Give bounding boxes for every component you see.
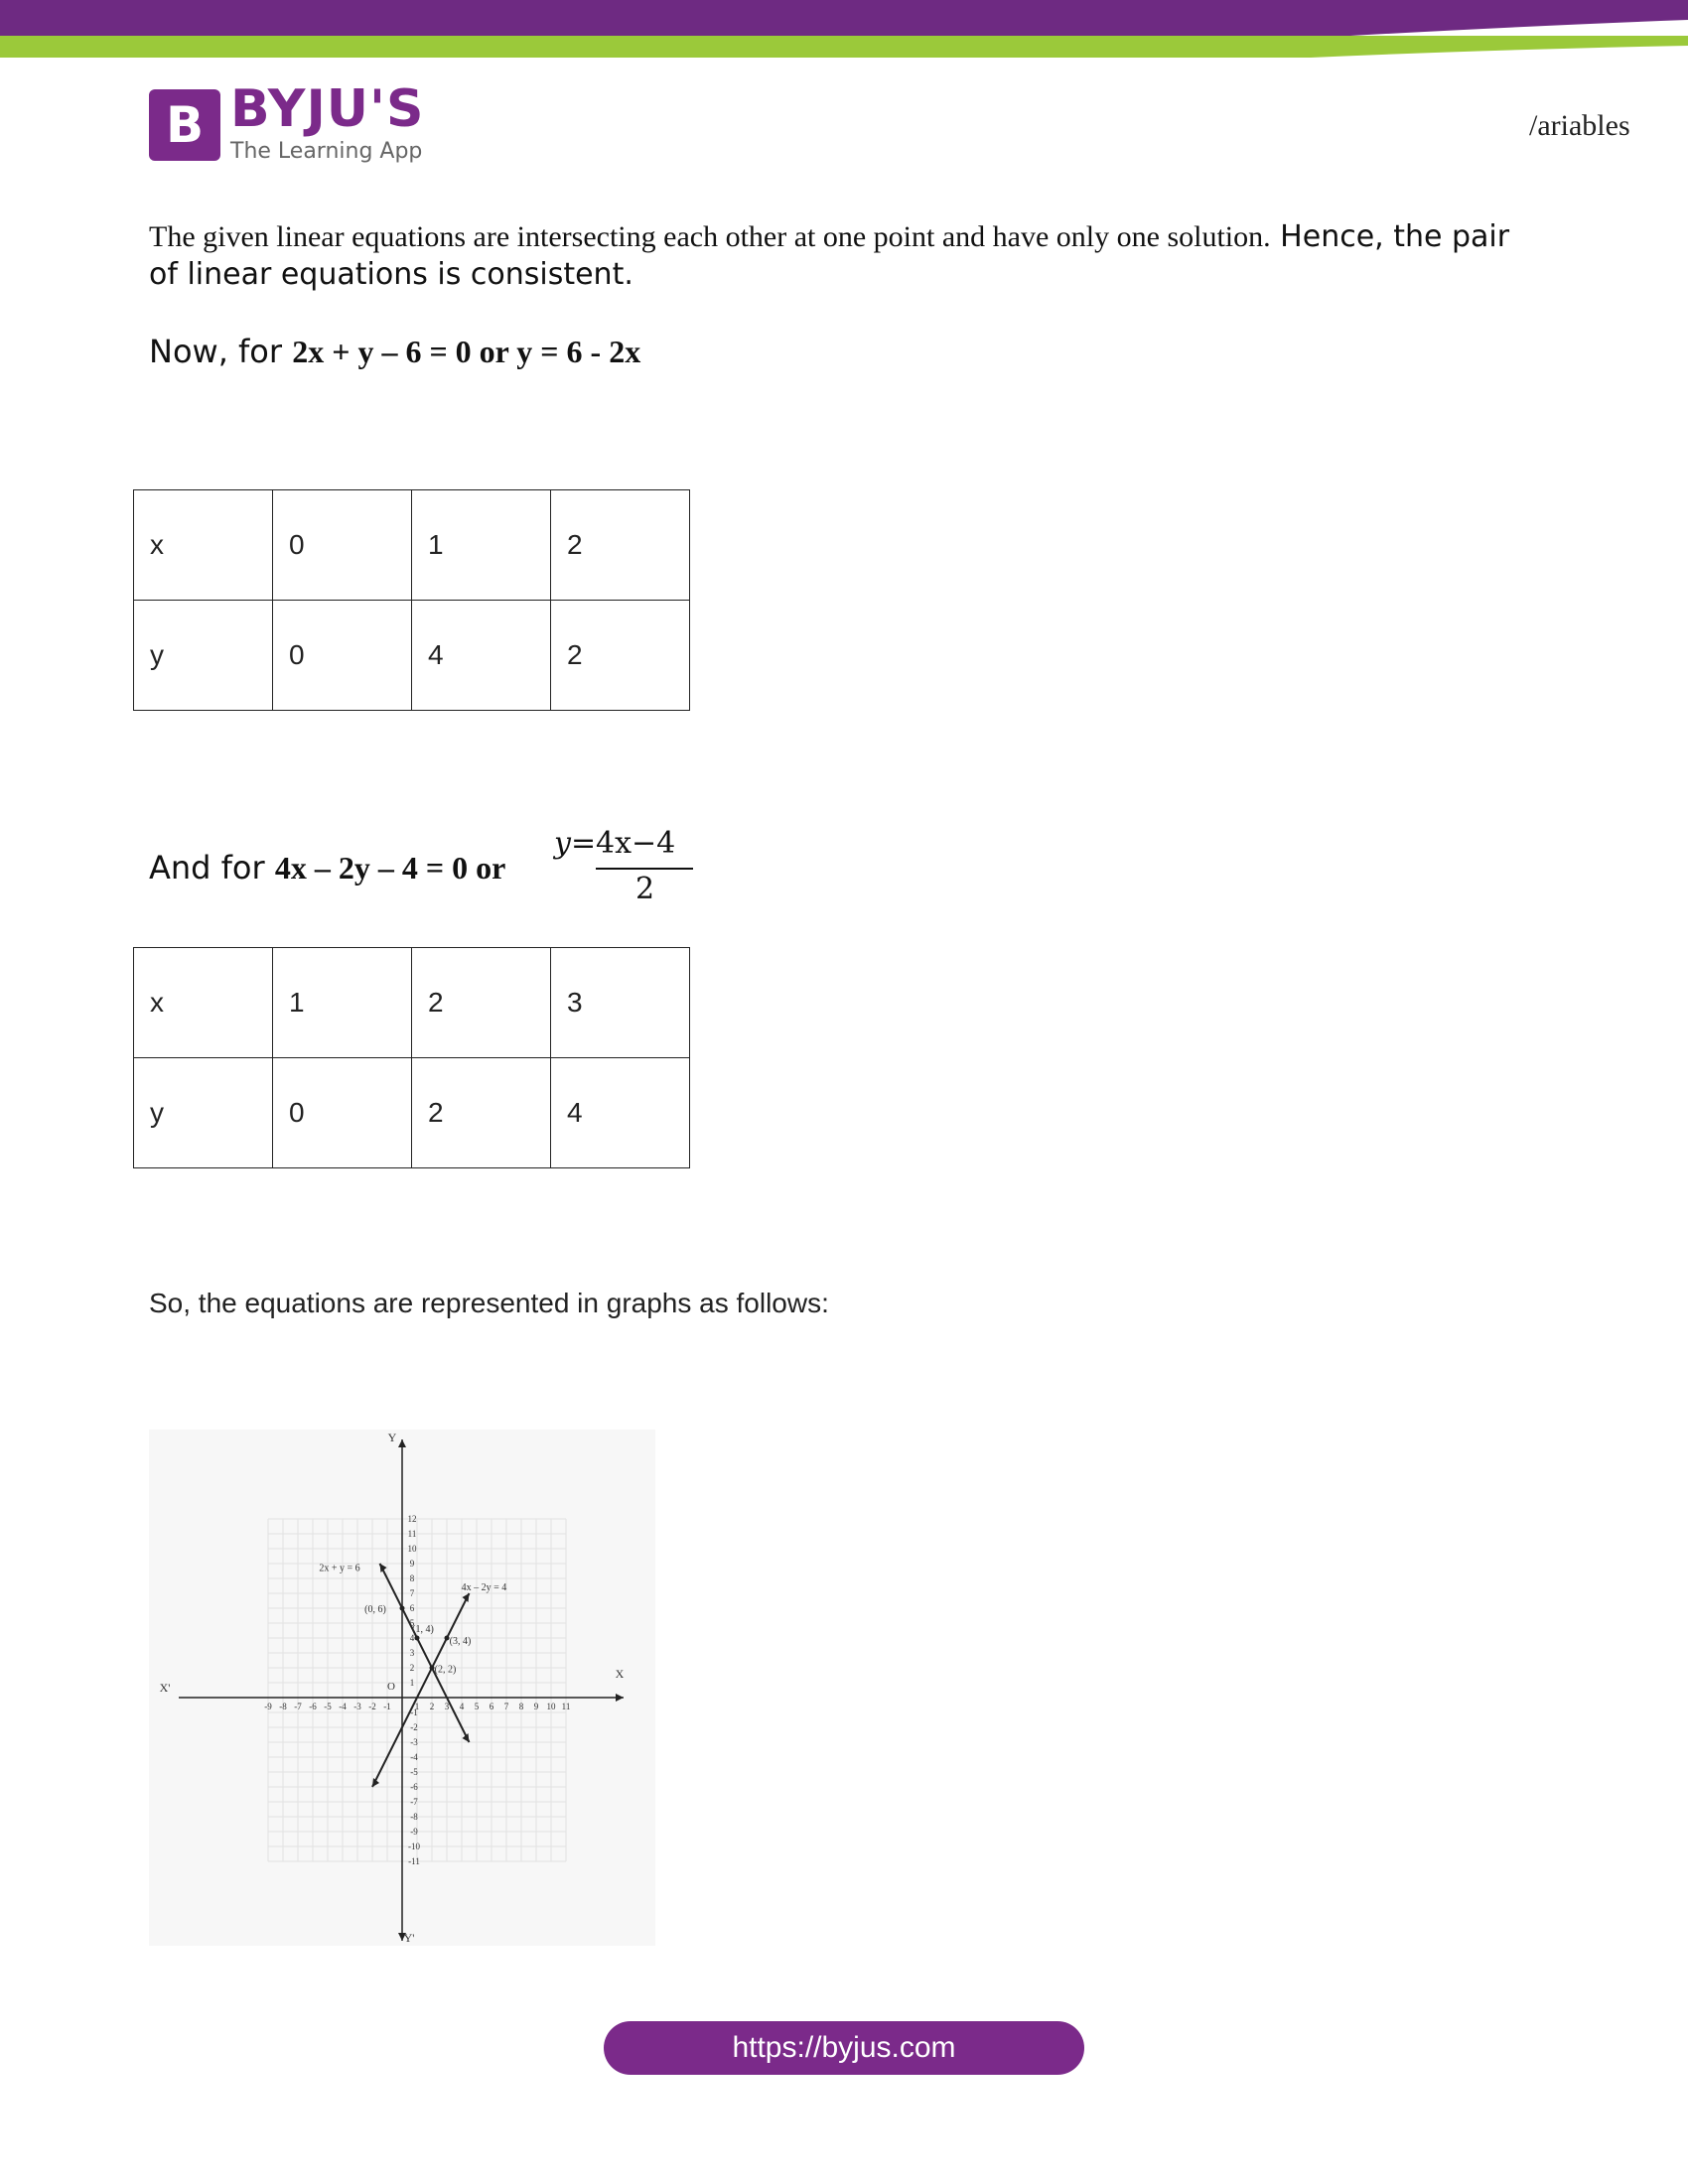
table-row — [134, 490, 690, 601]
footer-url-text[interactable]: https://byjus.com — [732, 2031, 956, 2064]
value-cell: 4 — [551, 1058, 690, 1168]
y-tick-label: 5 — [409, 1618, 415, 1628]
y-tick-label: 6 — [409, 1603, 415, 1613]
point-label-0-6: (0, 6) — [364, 1604, 386, 1615]
logo-letter: B — [165, 96, 205, 154]
plot-point — [415, 1636, 420, 1641]
y-axis-arrow — [398, 1439, 406, 1447]
values-table-1 — [133, 489, 690, 711]
header-chapter-title: /ariables — [1529, 109, 1630, 142]
y-tick-label: -8 — [410, 1812, 418, 1822]
consistency-paragraph — [149, 218, 1539, 294]
y-tick-label: 4 — [409, 1633, 415, 1643]
y-tick-label: 3 — [409, 1648, 415, 1658]
x-tick-label: -2 — [368, 1702, 376, 1711]
row-label-cell: x — [134, 948, 273, 1058]
values-table-2 — [133, 947, 690, 1168]
y-tick-label: -4 — [410, 1752, 418, 1762]
eq2-fraction-bar — [596, 868, 693, 870]
value-cell: 0 — [273, 1058, 412, 1168]
y-tick-label: 12 — [407, 1514, 417, 1524]
plot-point — [400, 1606, 405, 1611]
table-row — [134, 1058, 690, 1168]
x-tick-label: 6 — [489, 1702, 494, 1711]
x-tick-label: 9 — [533, 1702, 539, 1711]
value-cell: 1 — [273, 948, 412, 1058]
logo-tagline: The Learning App — [230, 139, 423, 164]
y-tick-label: 1 — [409, 1678, 415, 1688]
line2-label: 4x – 2y = 4 — [461, 1582, 507, 1593]
y-tick-label: 8 — [409, 1573, 415, 1583]
para-serif-part: The given linear equations are intersecting each other at one point and have only one solution. — [149, 220, 1271, 253]
point-label-3-4: (3, 4) — [449, 1636, 472, 1647]
x-tick-label: 8 — [518, 1702, 524, 1711]
y-tick-label: -5 — [410, 1767, 418, 1777]
x-tick-label: 4 — [459, 1702, 465, 1711]
graph-caption: So, the equations are represented in graphs as follows: — [149, 1288, 829, 1318]
eq2-prefix: And for — [149, 849, 275, 887]
x-tick-label: -8 — [279, 1702, 287, 1711]
x-tick-label: 10 — [546, 1702, 556, 1711]
x-tick-label: -5 — [324, 1702, 332, 1711]
x-tick-label: 1 — [414, 1702, 420, 1711]
x-tick-label: 5 — [474, 1702, 480, 1711]
y-tick-label: -6 — [410, 1782, 418, 1792]
row-label-cell: y — [134, 1058, 273, 1168]
para-sans-part: Hence, the pair of linear equations is consistent. — [149, 219, 1510, 292]
value-cell: 0 — [273, 490, 412, 601]
y-tick-label: -10 — [408, 1842, 420, 1851]
x-tick-label: 2 — [429, 1702, 435, 1711]
eq2-fraction-numerator: 4x−4 — [596, 826, 676, 861]
value-cell: 2 — [412, 1058, 551, 1168]
x-axis-label: X — [615, 1667, 625, 1681]
value-cell: 1 — [412, 490, 551, 601]
equation-2-line — [149, 849, 505, 887]
value-cell: 4 — [412, 601, 551, 711]
equations-graph — [149, 1430, 655, 1946]
y-tick-label: -3 — [410, 1737, 418, 1747]
x-tick-label: -7 — [294, 1702, 302, 1711]
x-tick-label: 3 — [444, 1702, 450, 1711]
table-row — [134, 601, 690, 711]
equation-1-line — [149, 333, 640, 370]
y-tick-label: 9 — [409, 1559, 415, 1569]
x-tick-label: -4 — [339, 1702, 347, 1711]
y-tick-label: 11 — [407, 1529, 417, 1539]
eq2-math: 4x – 2y – 4 = 0 or — [274, 850, 506, 886]
x-tick-label: -3 — [353, 1702, 361, 1711]
x-tick-label: 11 — [561, 1702, 571, 1711]
origin-label: O — [387, 1681, 395, 1693]
row-label-cell: y — [134, 601, 273, 711]
row-label-cell: x — [134, 490, 273, 601]
y-axis-label: Y — [387, 1431, 397, 1444]
y-axis-neg-label: Y' — [403, 1931, 415, 1945]
value-cell: 0 — [273, 601, 412, 711]
x-tick-label: -1 — [383, 1702, 391, 1711]
eq2-fraction-denominator: 2 — [635, 872, 655, 906]
y-tick-label: -2 — [410, 1722, 418, 1732]
value-cell: 2 — [551, 490, 690, 601]
point-label-1-4: (1, 4) — [412, 1624, 434, 1635]
eq2-fraction-lhs: y= — [554, 826, 597, 861]
value-cell: 3 — [551, 948, 690, 1058]
line1-label: 2x + y = 6 — [319, 1563, 360, 1574]
y-tick-label: 7 — [409, 1588, 415, 1598]
value-cell: 2 — [412, 948, 551, 1058]
eq1-math: 2x + y – 6 = 0 or y = 6 - 2x — [292, 334, 641, 369]
x-axis-arrow — [616, 1694, 624, 1702]
top-banner — [0, 0, 1688, 60]
y-tick-label: -11 — [408, 1856, 420, 1866]
value-cell: 2 — [551, 601, 690, 711]
x-axis-neg-label: X' — [159, 1681, 171, 1695]
table-row — [134, 948, 690, 1058]
point-label-2-2: (2, 2) — [434, 1664, 457, 1676]
eq1-prefix: Now, for — [149, 333, 293, 370]
y-tick-label: -9 — [410, 1827, 418, 1837]
x-tick-label: 7 — [503, 1702, 509, 1711]
y-tick-label: 2 — [409, 1663, 415, 1673]
x-tick-label: -6 — [309, 1702, 317, 1711]
x-tick-label: -9 — [264, 1702, 272, 1711]
y-tick-label: 10 — [407, 1544, 417, 1554]
y-tick-label: -7 — [410, 1797, 418, 1807]
y-tick-label: -1 — [410, 1707, 418, 1717]
logo-wordmark: BYJU'S — [230, 79, 425, 139]
